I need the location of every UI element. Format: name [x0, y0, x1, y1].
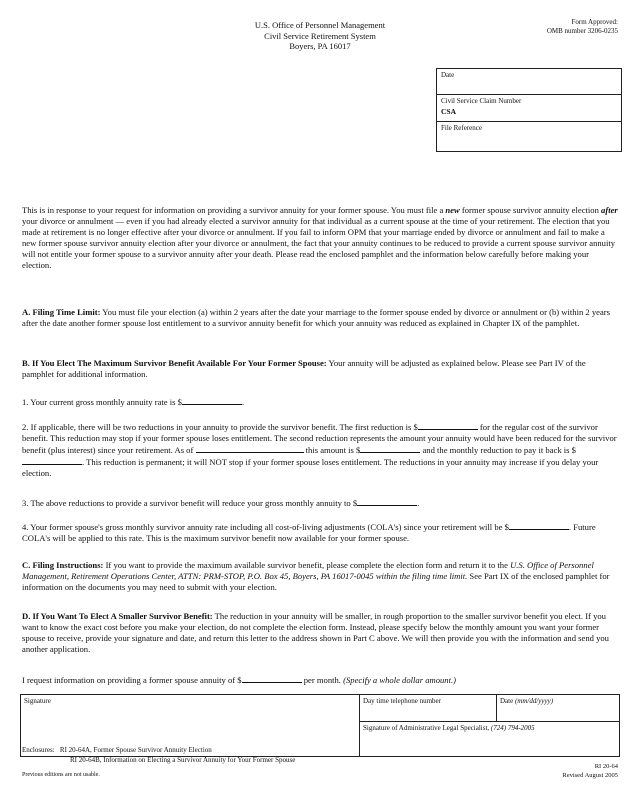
- signature-label: Signature: [24, 697, 51, 705]
- section-d-text: The reduction in your annuity will be smaller, in rough proportion to the smaller survivor benefit you elect. If you want to know the exact cost before you make your election, do not complete the election form. Instead, please specify below the monthly amount you want your former spouse to receive, provide your signature and date, and return this letter to the address shown in Part C above. We will then provide you with the information and send you another application.: [22, 611, 609, 655]
- survivor-rate-blank[interactable]: [509, 521, 569, 530]
- request-line: [22, 674, 619, 686]
- item-2-text-1: 2. If applicable, there will be two reductions in your annuity to provide the survivor benefit. The first reduction is $: [22, 422, 418, 432]
- claim-number-value: CSA: [441, 107, 457, 116]
- return-address: U.S. Office of Personnel Management, Retirement Operations Center, ATTN: PRM-STOP, P.O. Box 45, Boyers, PA 16017-0045 within the filing time limit.: [22, 560, 594, 582]
- section-a-heading: A. Filing Time Limit:: [22, 307, 101, 317]
- section-c-text-1: If you want to provide the maximum available survivor benefit, please complete the election form and return it to the: [103, 560, 511, 570]
- item-4-text-1: 4. Your former spouse's gross monthly survivor annuity rate including all cost-of-living adjustments (COLA's) since your retirement will be $: [22, 522, 509, 532]
- annuity-rate-blank[interactable]: [182, 396, 245, 407]
- form-approved-label: Form Approved:: [571, 18, 618, 26]
- as-of-date-blank[interactable]: [196, 444, 304, 453]
- intro-text-2: former spouse survivor annuity election: [459, 205, 602, 215]
- claim-info-box: [436, 68, 622, 152]
- form-approval: [547, 18, 618, 36]
- file-reference-cell[interactable]: [437, 122, 621, 151]
- intro-text-1: This is in response to your request for information on providing a survivor annuity for your former spouse. You must file a: [22, 205, 446, 215]
- item-3-text: 3. The above reductions to provide a survivor benefit will reduce your gross monthly annuity to $: [22, 498, 358, 508]
- previous-editions-note: Previous editions are not usable.: [22, 772, 100, 778]
- system-name: Civil Service Retirement System: [264, 30, 376, 41]
- intro-paragraph: [22, 205, 619, 272]
- phone-label: Day time telephone number: [363, 697, 441, 705]
- form-number: RI 20-64: [594, 763, 618, 770]
- date-label: Date: [441, 71, 455, 79]
- section-c-heading: C. Filing Instructions:: [22, 560, 104, 570]
- item-1-text: 1. Your current gross monthly annuity rate is $: [22, 397, 182, 407]
- agency-name: U.S. Office of Personnel Management: [254, 20, 386, 30]
- claim-number-label: Civil Service Claim Number: [441, 97, 522, 105]
- item-4: [22, 521, 619, 544]
- item-2: [22, 421, 619, 479]
- enclosures-label: Enclosures:: [22, 746, 55, 754]
- request-text-2: per month.: [301, 675, 344, 685]
- monthly-reduction-blank[interactable]: [22, 456, 82, 465]
- amount-blank[interactable]: [360, 444, 420, 453]
- file-reference-label: File Reference: [441, 124, 483, 132]
- section-b-heading: B. If You Elect The Maximum Survivor Benefit Available For Your Former Spouse:: [22, 358, 327, 368]
- item-4-text-2: . Future COLA's will be applied to this rate. This is the maximum survivor benefit now available for your former spouse.: [22, 522, 596, 544]
- omb-number: OMB number 3206-0235: [546, 27, 618, 35]
- section-b: [22, 358, 619, 380]
- item-2-text-3: this amount is $: [303, 445, 361, 456]
- admin-signature-field[interactable]: [359, 721, 620, 757]
- reduced-annuity-blank[interactable]: [357, 497, 420, 508]
- date-field[interactable]: [496, 694, 620, 722]
- section-c-text-2: See Part IX of the enclosed pamphlet for information on the documents you may need to submit with your election.: [22, 571, 610, 593]
- admin-phone: (724) 794-2005: [490, 724, 535, 732]
- requested-amount-blank[interactable]: [242, 674, 302, 683]
- item-2-text-4: and the monthly reduction to pay it back is $: [420, 445, 576, 456]
- item-2-text-2: for the regular cost of the survivor benefit. This reduction may stop if your former spouse loses entitlement. The second reduction represents the amount your annuity would have been reduced for the survivor benefit (plus interest) since your retirement. As of: [22, 422, 617, 456]
- enclosures: [22, 745, 295, 765]
- item-2-text-5: . This reduction is permanent; it will NOT stop if your former spouse loses entitlement. The reductions in your annuity may increase if you delay your election.: [22, 457, 599, 479]
- request-text: I request information on providing a former spouse annuity of $: [22, 675, 242, 685]
- item-3-end: .: [417, 498, 420, 508]
- admin-signature-label: Signature of Administrative Legal Specialist,: [363, 724, 491, 732]
- first-reduction-blank[interactable]: [418, 421, 478, 430]
- item-1-end: .: [241, 397, 245, 407]
- request-note: (Specify a whole dollar amount.): [343, 675, 457, 685]
- section-c: [22, 560, 619, 593]
- section-d: [22, 611, 619, 655]
- intro-text-3: your divorce or annulment — even if you had already elected a survivor annuity for that individual as a current spouse at the time of your retirement. The election that you made at retirement is no longer effective after your divorce or annulment. If you fail to inform OPM that your marriage ended by divorce or annulment and fail to make a new former spouse survivor annuity election after your divorce or annulment, the fact that your annuity continues to be reduced to provide a current spouse survivor annuity will not entitle your former spouse to a survivor annuity after your death. Please read the enclosed pamphlet and the information below carefully before making your election.: [22, 216, 616, 271]
- date-label-sig: Date: [500, 697, 515, 705]
- claim-number-cell[interactable]: [437, 95, 621, 122]
- emphasis-new: new: [445, 205, 460, 215]
- section-a-text: You must file your election (a) within 2 years after the date your marriage to the former spouse ended by divorce or annulment or (b) within 2 years after the date another former spouse lost entitlement to a survivor annuity benefit for which your annuity was reduced as explained in Chapter IX of the pamphlet.: [22, 307, 610, 329]
- emphasis-after: after: [601, 205, 618, 215]
- item-1: [22, 396, 619, 408]
- agency-header: [200, 20, 440, 52]
- date-cell[interactable]: [437, 69, 621, 95]
- phone-field[interactable]: [359, 694, 497, 722]
- section-b-text: Your annuity will be adjusted as explained below. Please see Part IV of the pamphlet for additional information.: [22, 358, 586, 380]
- enclosure-2: RI 20-64B, Information on Electing a Survivor Annuity for Your Former Spouse: [70, 756, 296, 764]
- revision-date: Revised August 2005: [562, 772, 618, 779]
- agency-address: Boyers, PA 16017: [289, 41, 351, 51]
- section-d-heading: D. If You Want To Elect A Smaller Survivor Benefit:: [22, 611, 213, 621]
- form-footer: [562, 762, 618, 780]
- section-a: [22, 307, 619, 329]
- item-3: [22, 497, 619, 509]
- enclosure-1: RI 20-64A, Former Spouse Survivor Annuity Election: [59, 746, 212, 754]
- date-format: (mm/dd/yyyy): [514, 697, 554, 705]
